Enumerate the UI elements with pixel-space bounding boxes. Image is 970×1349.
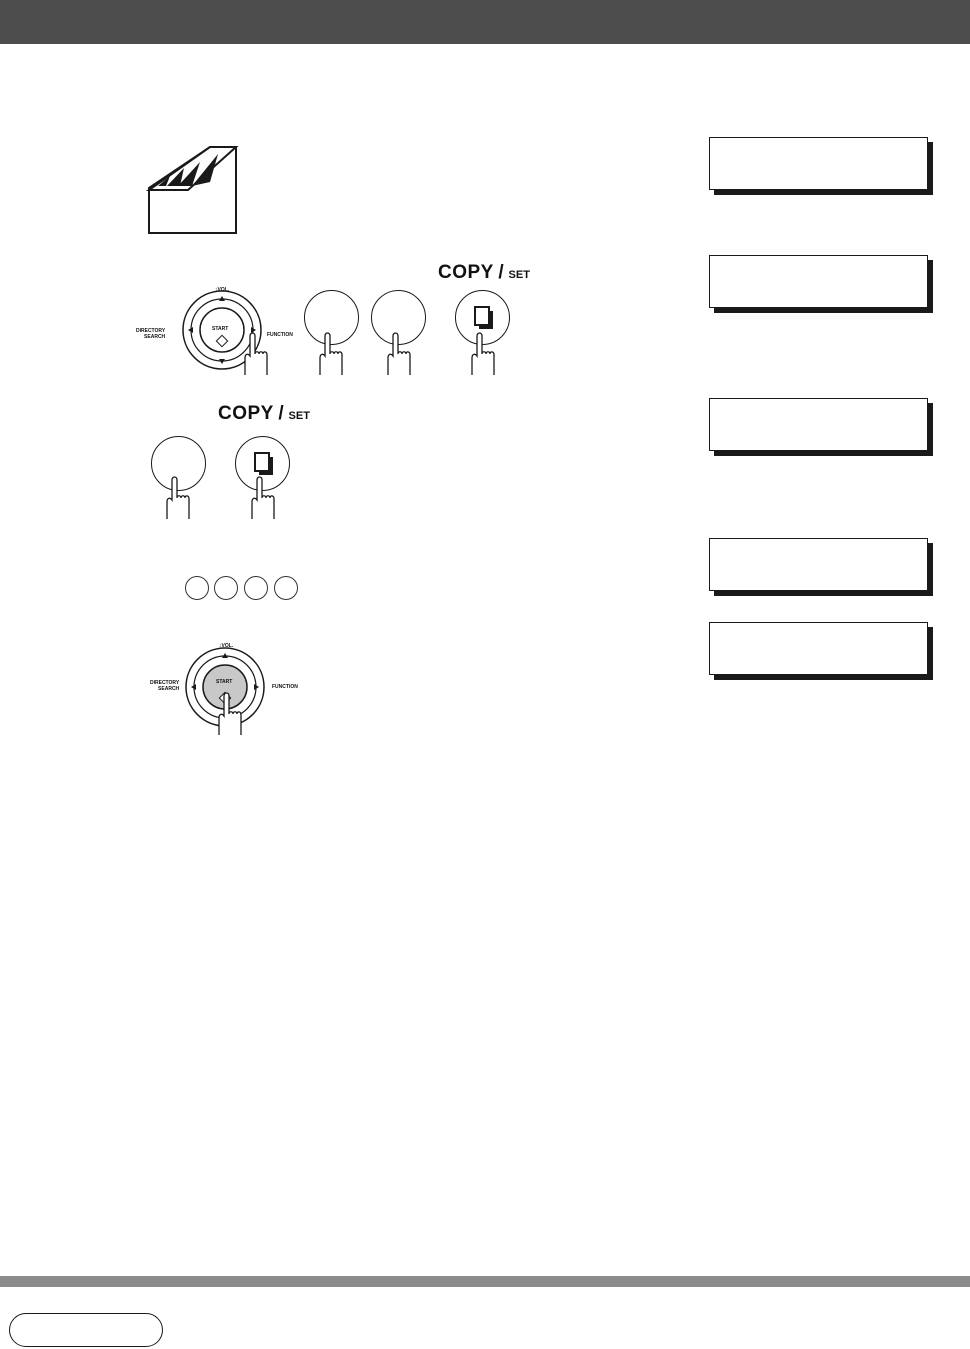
start-label: START bbox=[212, 326, 229, 332]
directory-label: DIRECTORY bbox=[136, 328, 166, 334]
document-feed-icon bbox=[148, 146, 238, 234]
pointing-finger-icon bbox=[468, 330, 500, 376]
vol-label: ↕VOL. bbox=[215, 287, 230, 293]
function-label: FUNCTION bbox=[272, 684, 298, 690]
pointing-finger-icon bbox=[316, 330, 348, 376]
pointing-finger-icon bbox=[163, 474, 195, 520]
pointing-finger-icon bbox=[215, 690, 247, 736]
digit-key-2[interactable] bbox=[214, 576, 238, 600]
lcd-display-3 bbox=[709, 398, 928, 451]
footer-bar bbox=[0, 1276, 970, 1287]
pointing-finger-icon bbox=[241, 330, 273, 376]
digit-key-4[interactable] bbox=[274, 576, 298, 600]
copy-text: COPY bbox=[218, 403, 274, 424]
copy-set-label bbox=[218, 403, 310, 425]
digit-key-3[interactable] bbox=[244, 576, 268, 600]
lcd-text bbox=[710, 539, 927, 555]
function-label: FUNCTION bbox=[267, 332, 293, 338]
directory-search-label bbox=[150, 680, 179, 692]
vol-label: ↕VOL. bbox=[219, 643, 234, 649]
start-label: START bbox=[216, 679, 233, 685]
header-bar bbox=[0, 0, 970, 44]
lcd-text bbox=[710, 623, 927, 639]
directory-label: DIRECTORY bbox=[150, 680, 180, 686]
lcd-display-1 bbox=[709, 137, 928, 190]
lcd-text bbox=[710, 256, 927, 272]
copy-text: COPY bbox=[438, 262, 494, 283]
lcd-display-2 bbox=[709, 255, 928, 308]
search-label: SEARCH bbox=[158, 686, 180, 692]
directory-search-label bbox=[136, 328, 165, 340]
digit-key-1[interactable] bbox=[185, 576, 209, 600]
set-text: SET bbox=[508, 269, 530, 281]
search-label: SEARCH bbox=[144, 334, 166, 340]
lcd-display-5 bbox=[709, 622, 928, 675]
slash-text: / bbox=[278, 403, 285, 424]
lcd-text bbox=[710, 138, 927, 154]
set-text: SET bbox=[288, 410, 310, 422]
slash-text: / bbox=[498, 262, 505, 283]
pointing-finger-icon bbox=[248, 474, 280, 520]
lcd-text bbox=[710, 399, 927, 415]
copy-set-label bbox=[438, 262, 530, 284]
lcd-display-4 bbox=[709, 538, 928, 591]
pointing-finger-icon bbox=[384, 330, 416, 376]
page-number-tab bbox=[9, 1313, 163, 1347]
